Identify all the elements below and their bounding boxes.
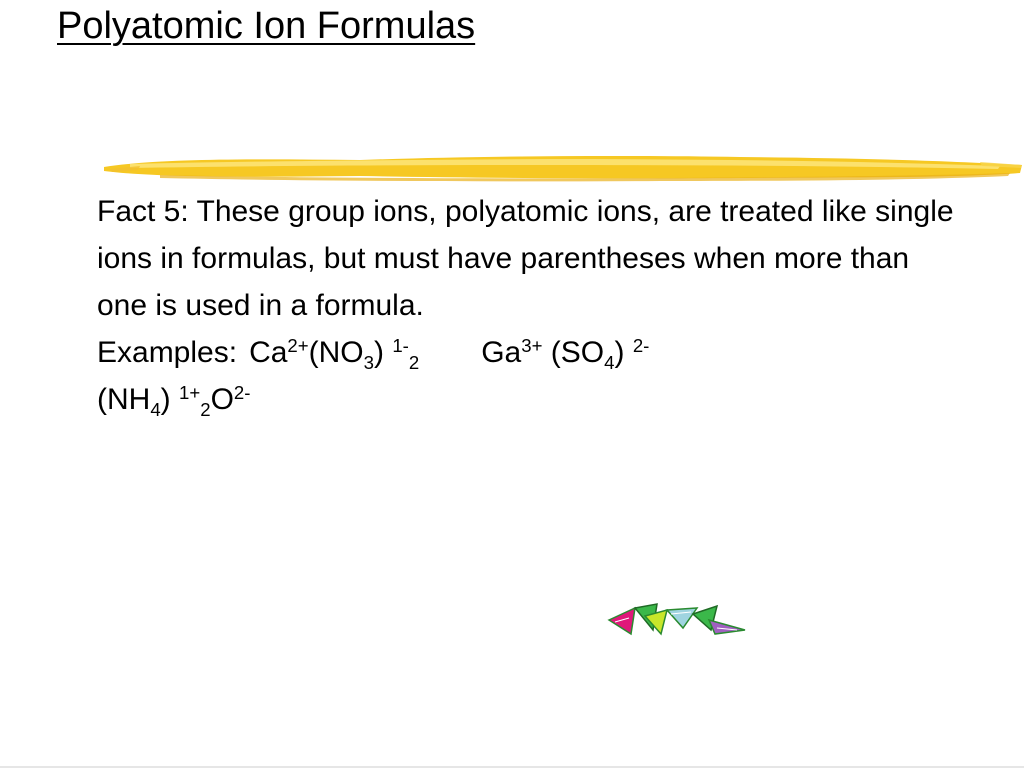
calcium-charge: 2+	[287, 334, 309, 356]
gallium-charge: 3+	[521, 334, 543, 356]
sulfate-open: (SO	[550, 336, 605, 369]
examples-line-2	[97, 376, 957, 423]
calcium-symbol: Ca	[249, 336, 288, 369]
nitrate-count: 2	[408, 351, 420, 373]
colorful-triangles-icon	[605, 600, 750, 640]
nitrate-open: (NO	[308, 336, 364, 369]
oxygen-charge: 2-	[233, 381, 251, 403]
fact-5-text: Fact 5: These group ions, polyatomic ions, are treated like single ions in formulas, but must have parentheses when more than one is used in a formula.	[97, 195, 954, 322]
yellow-brush-stroke-icon	[100, 148, 1024, 188]
body-text	[97, 188, 957, 423]
sulfate-close: )	[614, 336, 625, 369]
ammonium-charge: 1+	[179, 381, 201, 403]
ammonium-open: (NH	[97, 383, 151, 416]
ammonium-count: 2	[200, 398, 211, 420]
nitrate-close: )	[373, 336, 384, 369]
nitrate-charge: 1-	[392, 334, 409, 356]
gallium-symbol: Ga	[481, 336, 522, 369]
sulfate-subscript: 4	[604, 351, 615, 373]
examples-line-1	[97, 329, 957, 376]
oxygen-symbol: O	[210, 383, 234, 416]
sulfate-charge: 2-	[632, 334, 650, 356]
examples-label: Examples:	[97, 336, 238, 369]
ammonium-subscript: 4	[150, 398, 161, 420]
nitrate-subscript: 3	[363, 351, 374, 373]
ammonium-close: )	[160, 383, 171, 416]
slide-title: Polyatomic Ion Formulas	[57, 5, 476, 47]
